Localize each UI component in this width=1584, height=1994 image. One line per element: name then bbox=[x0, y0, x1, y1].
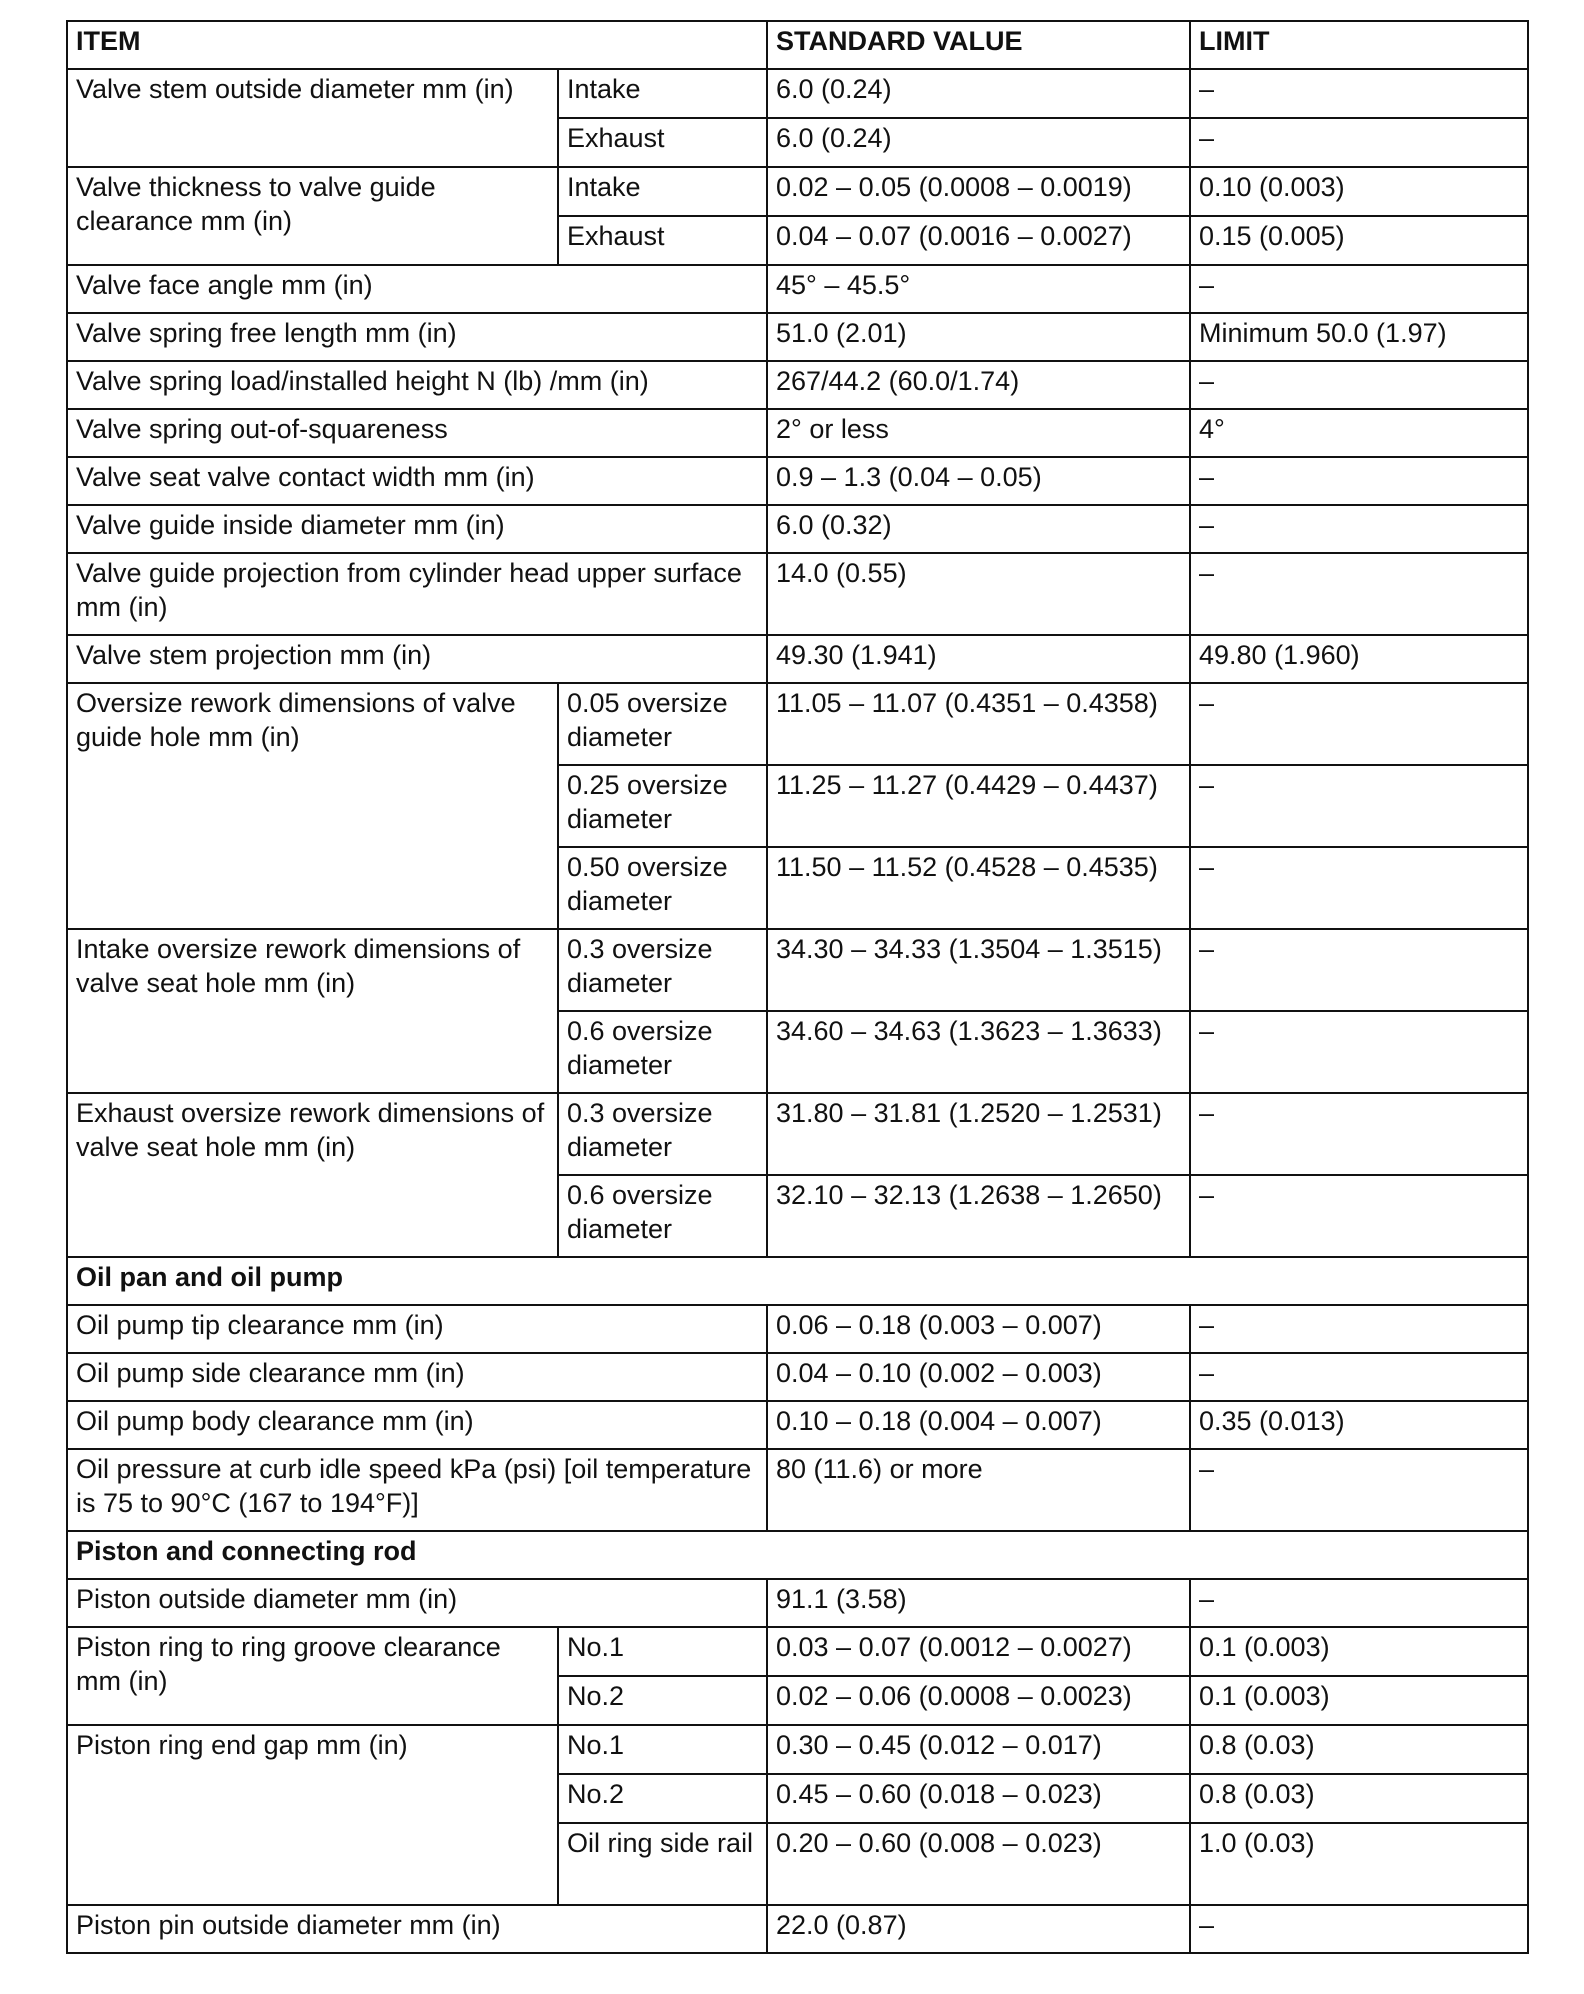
item-cell: Valve spring load/installed height N (lb) /mm (in) bbox=[67, 361, 767, 409]
table-row bbox=[67, 1093, 1528, 1175]
sub-item-cell: 0.05 oversize diameter bbox=[558, 683, 767, 765]
sub-item-cell: 0.50 oversize diameter bbox=[558, 847, 767, 929]
limit-cell: – bbox=[1190, 1305, 1528, 1353]
limit-cell: – bbox=[1190, 765, 1528, 847]
sub-item-cell: Exhaust bbox=[558, 118, 767, 167]
item-cell: Exhaust oversize rework dimensions of valve seat hole mm (in) bbox=[67, 1093, 558, 1257]
limit-cell: – bbox=[1190, 69, 1528, 118]
table-row bbox=[67, 683, 1528, 765]
sub-item-cell: No.1 bbox=[558, 1725, 767, 1774]
standard-value-cell: 32.10 – 32.13 (1.2638 – 1.2650) bbox=[767, 1175, 1190, 1257]
standard-value-cell: 0.04 – 0.10 (0.002 – 0.003) bbox=[767, 1353, 1190, 1401]
sub-item-cell: 0.3 oversize diameter bbox=[558, 1093, 767, 1175]
standard-value-cell: 31.80 – 31.81 (1.2520 – 1.2531) bbox=[767, 1093, 1190, 1175]
standard-value-cell: 0.30 – 0.45 (0.012 – 0.017) bbox=[767, 1725, 1190, 1774]
table-row bbox=[67, 1579, 1528, 1627]
header-limit: LIMIT bbox=[1190, 21, 1528, 69]
standard-value-cell: 0.10 – 0.18 (0.004 – 0.007) bbox=[767, 1401, 1190, 1449]
table-row bbox=[67, 1353, 1528, 1401]
table-row bbox=[67, 929, 1528, 1011]
standard-value-cell: 0.45 – 0.60 (0.018 – 0.023) bbox=[767, 1774, 1190, 1823]
limit-cell: 0.8 (0.03) bbox=[1190, 1774, 1528, 1823]
standard-value-cell: 22.0 (0.87) bbox=[767, 1905, 1190, 1953]
limit-cell: 0.1 (0.003) bbox=[1190, 1627, 1528, 1676]
limit-cell: 1.0 (0.03) bbox=[1190, 1823, 1528, 1905]
item-cell: Valve face angle mm (in) bbox=[67, 265, 767, 313]
item-cell: Valve stem projection mm (in) bbox=[67, 635, 767, 683]
limit-cell: 0.8 (0.03) bbox=[1190, 1725, 1528, 1774]
item-cell: Oil pump tip clearance mm (in) bbox=[67, 1305, 767, 1353]
limit-cell: 0.1 (0.003) bbox=[1190, 1676, 1528, 1725]
header-standard-value: STANDARD VALUE bbox=[767, 21, 1190, 69]
sub-item-cell: No.2 bbox=[558, 1774, 767, 1823]
sub-item-cell: Intake bbox=[558, 69, 767, 118]
limit-cell: – bbox=[1190, 1353, 1528, 1401]
item-cell: Piston pin outside diameter mm (in) bbox=[67, 1905, 767, 1953]
sub-item-cell: No.1 bbox=[558, 1627, 767, 1676]
limit-cell: – bbox=[1190, 361, 1528, 409]
standard-value-cell: 0.02 – 0.06 (0.0008 – 0.0023) bbox=[767, 1676, 1190, 1725]
standard-value-cell: 0.20 – 0.60 (0.008 – 0.023) bbox=[767, 1823, 1190, 1905]
standard-value-cell: 0.02 – 0.05 (0.0008 – 0.0019) bbox=[767, 167, 1190, 216]
limit-cell: – bbox=[1190, 118, 1528, 167]
table-body bbox=[67, 21, 1528, 1953]
limit-cell: – bbox=[1190, 1175, 1528, 1257]
standard-value-cell: 0.06 – 0.18 (0.003 – 0.007) bbox=[767, 1305, 1190, 1353]
table-row bbox=[67, 1725, 1528, 1774]
section-header-row bbox=[67, 1257, 1528, 1305]
table-row bbox=[67, 69, 1528, 118]
standard-value-cell: 34.30 – 34.33 (1.3504 – 1.3515) bbox=[767, 929, 1190, 1011]
table-row bbox=[67, 361, 1528, 409]
limit-cell: – bbox=[1190, 553, 1528, 635]
limit-cell: – bbox=[1190, 1579, 1528, 1627]
sub-item-cell: Oil ring side rail bbox=[558, 1823, 767, 1905]
standard-value-cell: 0.9 – 1.3 (0.04 – 0.05) bbox=[767, 457, 1190, 505]
limit-cell: – bbox=[1190, 265, 1528, 313]
sub-item-cell: 0.6 oversize diameter bbox=[558, 1175, 767, 1257]
standard-value-cell: 14.0 (0.55) bbox=[767, 553, 1190, 635]
limit-cell: – bbox=[1190, 1011, 1528, 1093]
sub-item-cell: 0.6 oversize diameter bbox=[558, 1011, 767, 1093]
item-cell: Valve spring free length mm (in) bbox=[67, 313, 767, 361]
specifications-table bbox=[66, 20, 1529, 1954]
limit-cell: Minimum 50.0 (1.97) bbox=[1190, 313, 1528, 361]
limit-cell: – bbox=[1190, 457, 1528, 505]
standard-value-cell: 45° – 45.5° bbox=[767, 265, 1190, 313]
table-row bbox=[67, 409, 1528, 457]
limit-cell: 0.35 (0.013) bbox=[1190, 1401, 1528, 1449]
standard-value-cell: 51.0 (2.01) bbox=[767, 313, 1190, 361]
standard-value-cell: 11.50 – 11.52 (0.4528 – 0.4535) bbox=[767, 847, 1190, 929]
sub-item-cell: Exhaust bbox=[558, 216, 767, 265]
limit-cell: – bbox=[1190, 683, 1528, 765]
standard-value-cell: 2° or less bbox=[767, 409, 1190, 457]
limit-cell: 0.15 (0.005) bbox=[1190, 216, 1528, 265]
table-row bbox=[67, 635, 1528, 683]
limit-cell: – bbox=[1190, 929, 1528, 1011]
standard-value-cell: 6.0 (0.32) bbox=[767, 505, 1190, 553]
table-row bbox=[67, 1905, 1528, 1953]
standard-value-cell: 6.0 (0.24) bbox=[767, 69, 1190, 118]
item-cell: Valve seat valve contact width mm (in) bbox=[67, 457, 767, 505]
standard-value-cell: 11.05 – 11.07 (0.4351 – 0.4358) bbox=[767, 683, 1190, 765]
standard-value-cell: 80 (11.6) or more bbox=[767, 1449, 1190, 1531]
limit-cell: – bbox=[1190, 1093, 1528, 1175]
limit-cell: 49.80 (1.960) bbox=[1190, 635, 1528, 683]
standard-value-cell: 0.04 – 0.07 (0.0016 – 0.0027) bbox=[767, 216, 1190, 265]
table-row bbox=[67, 265, 1528, 313]
standard-value-cell: 11.25 – 11.27 (0.4429 – 0.4437) bbox=[767, 765, 1190, 847]
limit-cell: – bbox=[1190, 847, 1528, 929]
item-cell: Valve guide projection from cylinder head upper surface mm (in) bbox=[67, 553, 767, 635]
item-cell: Intake oversize rework dimensions of valve seat hole mm (in) bbox=[67, 929, 558, 1093]
table-row bbox=[67, 553, 1528, 635]
item-cell: Piston ring end gap mm (in) bbox=[67, 1725, 558, 1905]
table-row bbox=[67, 313, 1528, 361]
table-header-row bbox=[67, 21, 1528, 69]
sub-item-cell: 0.3 oversize diameter bbox=[558, 929, 767, 1011]
item-cell: Oil pump body clearance mm (in) bbox=[67, 1401, 767, 1449]
limit-cell: – bbox=[1190, 505, 1528, 553]
item-cell: Piston outside diameter mm (in) bbox=[67, 1579, 767, 1627]
standard-value-cell: 267/44.2 (60.0/1.74) bbox=[767, 361, 1190, 409]
table-row bbox=[67, 505, 1528, 553]
standard-value-cell: 34.60 – 34.63 (1.3623 – 1.3633) bbox=[767, 1011, 1190, 1093]
sub-item-cell: Intake bbox=[558, 167, 767, 216]
item-cell: Oil pressure at curb idle speed kPa (psi) [oil temperature is 75 to 90°C (167 to 194°F)] bbox=[67, 1449, 767, 1531]
table-row bbox=[67, 167, 1528, 216]
limit-cell: 4° bbox=[1190, 409, 1528, 457]
table-row bbox=[67, 1305, 1528, 1353]
table-row bbox=[67, 457, 1528, 505]
section-header-row bbox=[67, 1531, 1528, 1579]
table-row bbox=[67, 1449, 1528, 1531]
limit-cell: – bbox=[1190, 1905, 1528, 1953]
item-cell: Valve spring out-of-squareness bbox=[67, 409, 767, 457]
item-cell: Valve thickness to valve guide clearance mm (in) bbox=[67, 167, 558, 265]
section-title: Piston and connecting rod bbox=[67, 1531, 1528, 1579]
section-title: Oil pan and oil pump bbox=[67, 1257, 1528, 1305]
item-cell: Oil pump side clearance mm (in) bbox=[67, 1353, 767, 1401]
table-row bbox=[67, 1627, 1528, 1676]
limit-cell: 0.10 (0.003) bbox=[1190, 167, 1528, 216]
sub-item-cell: No.2 bbox=[558, 1676, 767, 1725]
standard-value-cell: 6.0 (0.24) bbox=[767, 118, 1190, 167]
item-cell: Piston ring to ring groove clearance mm (in) bbox=[67, 1627, 558, 1725]
sub-item-cell: 0.25 oversize diameter bbox=[558, 765, 767, 847]
limit-cell: – bbox=[1190, 1449, 1528, 1531]
item-cell: Oversize rework dimensions of valve guide hole mm (in) bbox=[67, 683, 558, 929]
table-row bbox=[67, 1401, 1528, 1449]
item-cell: Valve stem outside diameter mm (in) bbox=[67, 69, 558, 167]
header-item: ITEM bbox=[67, 21, 767, 69]
standard-value-cell: 91.1 (3.58) bbox=[767, 1579, 1190, 1627]
item-cell: Valve guide inside diameter mm (in) bbox=[67, 505, 767, 553]
standard-value-cell: 49.30 (1.941) bbox=[767, 635, 1190, 683]
standard-value-cell: 0.03 – 0.07 (0.0012 – 0.0027) bbox=[767, 1627, 1190, 1676]
